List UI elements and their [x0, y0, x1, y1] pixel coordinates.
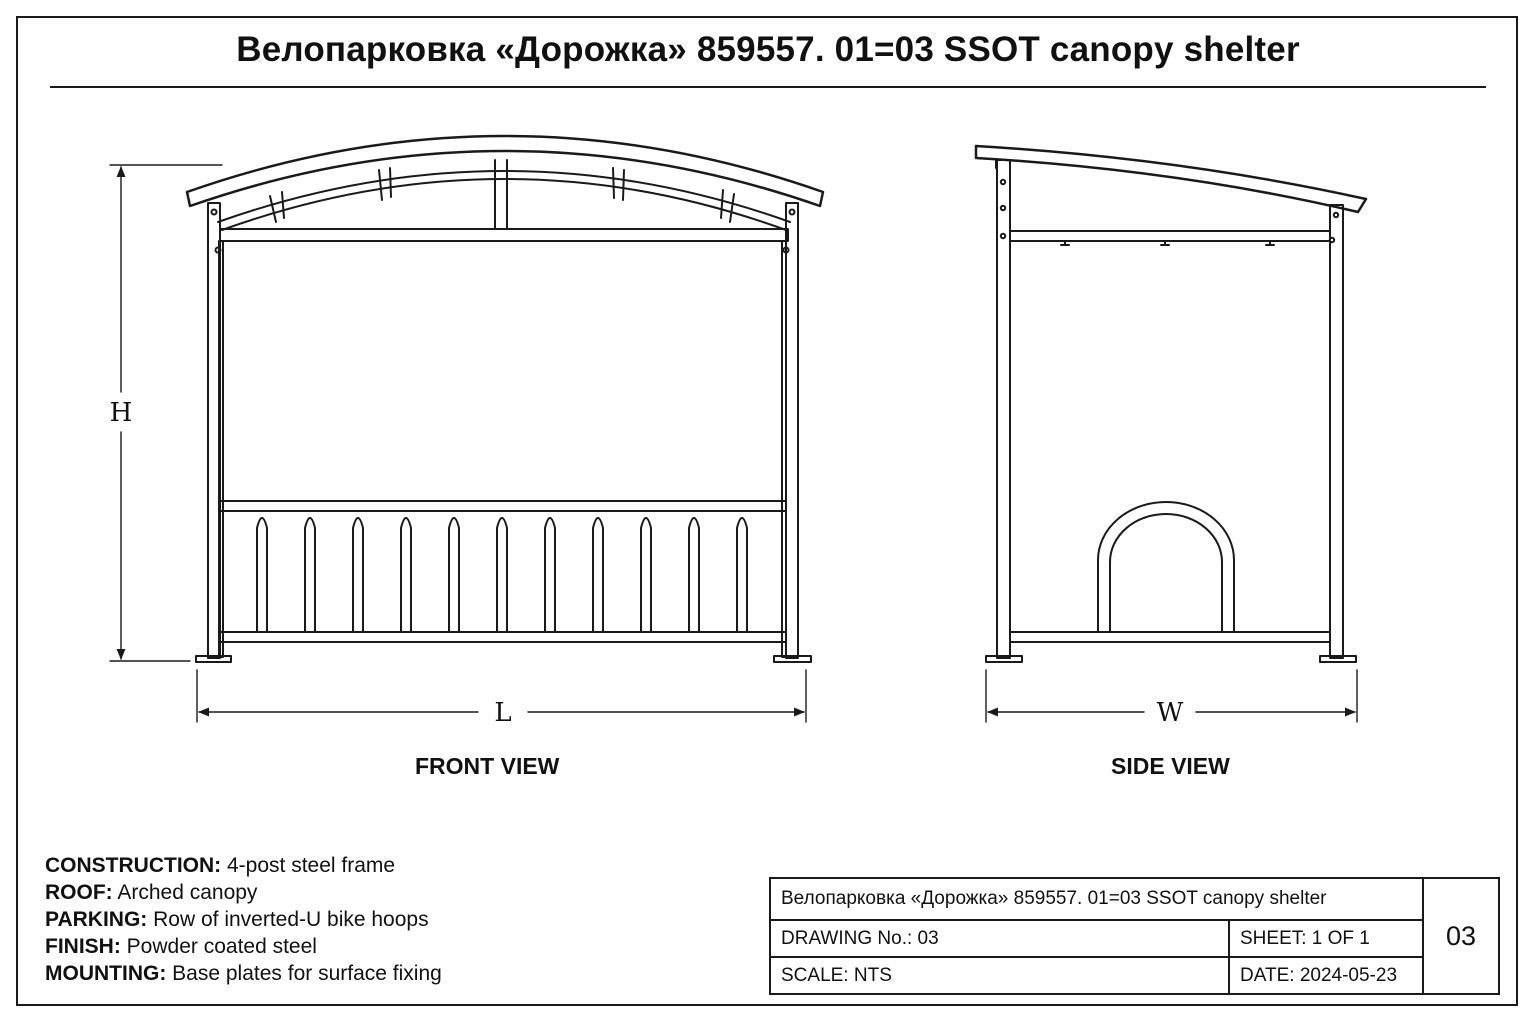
drawing-title: Велопарковка «Дорожка» 859557. 01=03 SSOT canopy shelter: [236, 30, 1300, 69]
note-value: Base plates for surface fixing: [172, 962, 442, 985]
note-value: Powder coated steel: [126, 935, 317, 958]
note-key: FINISH:: [45, 935, 121, 958]
note-construction: [45, 852, 442, 879]
front-right-post: [786, 203, 798, 658]
note-finish: [45, 933, 442, 960]
dimension-length-label: L: [494, 698, 512, 728]
title-block-drawing-no: DRAWING No.: 03: [770, 920, 1229, 957]
dimension-width-label: W: [1156, 698, 1184, 728]
title-block-date: DATE: 2024-05-23: [1229, 957, 1423, 994]
note-value: Row of inverted-U bike hoops: [153, 908, 429, 931]
spec-notes: [45, 852, 442, 987]
side-top-beam: [1010, 231, 1330, 241]
side-roof-canopy: [976, 146, 1366, 212]
front-view-label: FRONT VIEW: [415, 753, 560, 779]
side-back-post: [1330, 205, 1343, 658]
title-block: [769, 877, 1500, 995]
note-parking: [45, 906, 442, 933]
note-key: PARKING:: [45, 908, 148, 931]
note-key: CONSTRUCTION:: [45, 854, 222, 877]
title-block-sheet: SHEET: 1 OF 1: [1229, 920, 1423, 957]
note-roof: [45, 879, 442, 906]
side-view-label: SIDE VIEW: [1111, 753, 1230, 779]
front-top-beam: [220, 229, 788, 241]
title-block-number: 03: [1423, 878, 1499, 994]
front-rack-top-rail: [220, 501, 786, 511]
note-key: MOUNTING:: [45, 962, 167, 985]
title-block-scale: SCALE: NTS: [770, 957, 1229, 994]
note-key: ROOF:: [45, 881, 113, 904]
note-value: Arched canopy: [117, 881, 258, 904]
front-view-shelter: [187, 136, 823, 662]
dimension-height-label: H: [109, 398, 133, 428]
side-bike-hoop: [1098, 502, 1234, 632]
front-bike-hoops: [257, 518, 747, 632]
note-mounting: [45, 960, 442, 987]
note-value: 4-post steel frame: [227, 854, 396, 877]
front-rack-bottom-rail: [220, 632, 786, 642]
side-bottom-rail: [1010, 632, 1330, 642]
title-block-name: Велопарковка «Дорожка» 859557. 01=03 SSOT canopy shelter: [770, 878, 1423, 920]
side-view-shelter: [976, 146, 1366, 662]
